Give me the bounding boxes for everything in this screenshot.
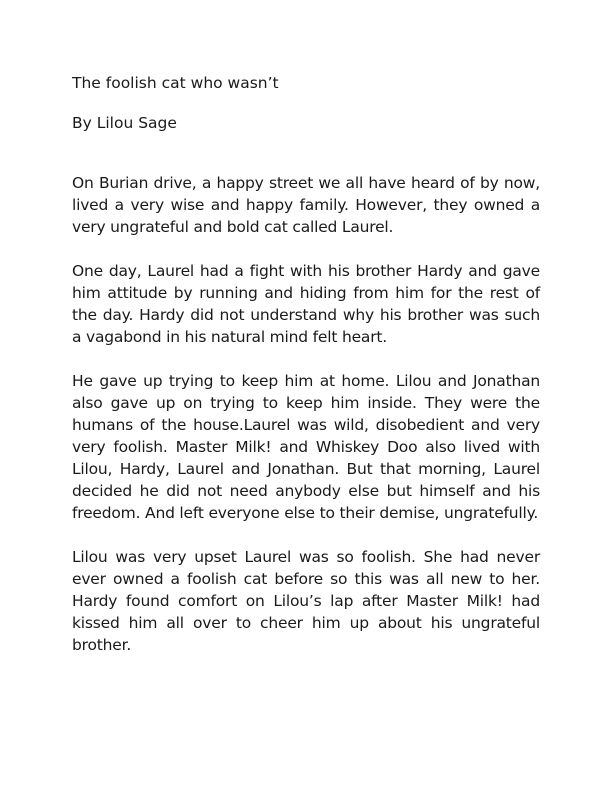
document-page [72,72,540,678]
story-paragraph: On Burian drive, a happy street we all have heard of by now, lived a very wise and happy family. However, they owned a very ungrateful and bold cat called Laurel. [72,174,540,236]
story-title: The foolish cat who wasn’t [72,74,279,92]
story-paragraph: He gave up trying to keep him at home. Lilou and Jonathan also gave up on trying to keep him inside. They were the humans of the house.Laurel was wild, disobedient and very very foolish. Master Milk! and Whiskey Doo also lived with Lilou, Hardy, Laurel and Jonathan. But that morning, Laurel decided he did not need anybody else but himself and his freedom. And left everyone else to their demise, ungratefully. [72,372,540,522]
story-author: By Lilou Sage [72,114,177,132]
story-body [72,172,540,656]
story-paragraph: Lilou was very upset Laurel was so foolish. She had never ever owned a foolish cat before so this was all new to her. Hardy found comfort on Lilou’s lap after Master Milk! had kissed him all over to cheer him up about his ungrateful brother. [72,548,540,654]
story-paragraph: One day, Laurel had a fight with his brother Hardy and gave him attitude by running and hiding from him for the rest of the day. Hardy did not understand why his brother was such a vagabond in his natural mind felt heart. [72,262,540,346]
